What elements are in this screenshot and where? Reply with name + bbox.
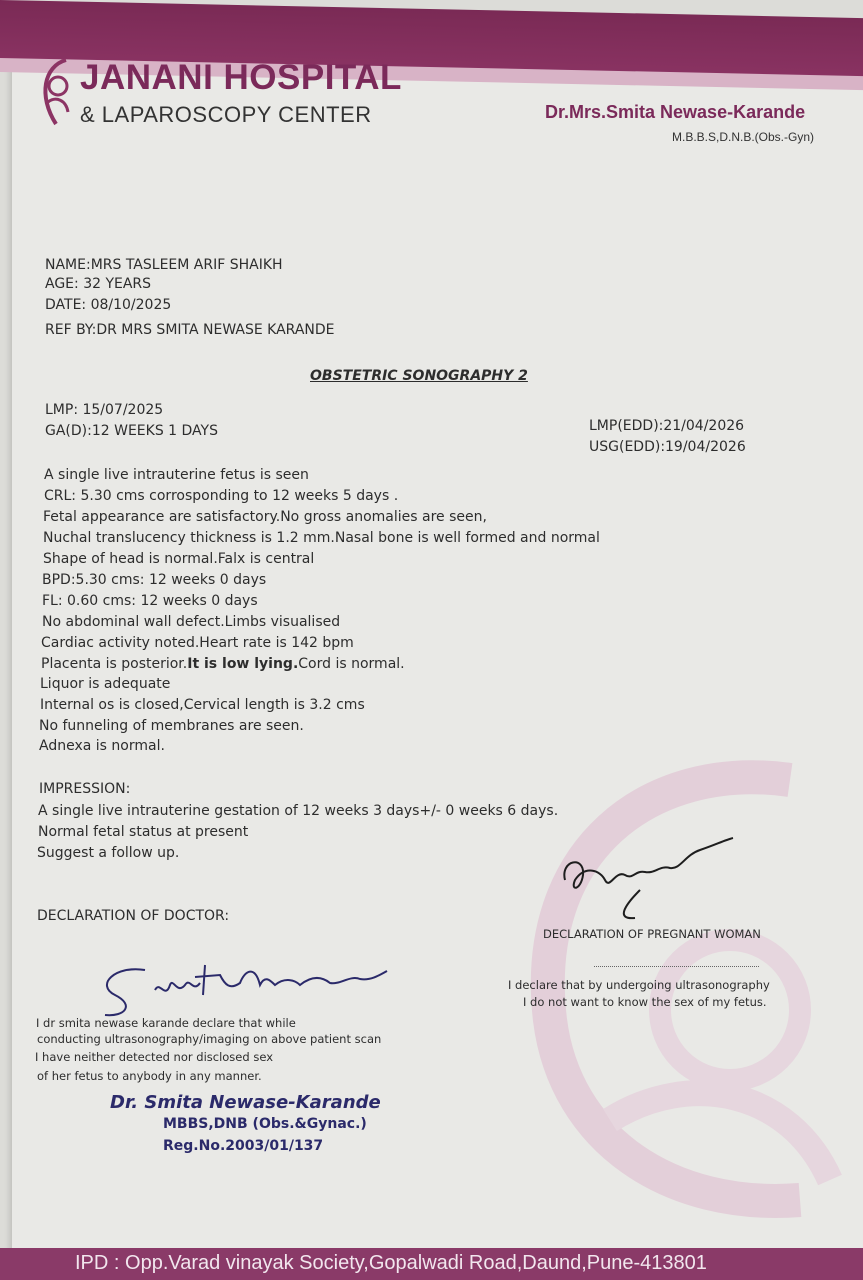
impression-line: Suggest a follow up. <box>37 845 180 861</box>
impression-line: Normal fetal status at present <box>38 824 249 840</box>
finding-line: CRL: 5.30 cms corrosponding to 12 weeks 5 days . <box>44 488 399 504</box>
finding-line: A single live intrauterine fetus is seen <box>44 467 309 483</box>
declaration-doctor-line: I have neither detected nor disclosed sex <box>35 1050 273 1064</box>
patient-name: NAME:MRS TASLEEM ARIF SHAIKH <box>45 257 283 273</box>
finding-line: No abdominal wall defect.Limbs visualised <box>42 614 341 630</box>
finding-line: FL: 0.60 cms: 12 weeks 0 days <box>42 593 258 609</box>
doctor-name-header: Dr.Mrs.Smita Newase-Karande <box>545 102 806 122</box>
finding-line: Internal os is closed,Cervical length is 3.2 cms <box>40 697 365 713</box>
footer-address: IPD : Opp.Varad vinayak Society,Gopalwadi Road,Daund,Pune-413801 <box>75 1252 707 1274</box>
stamp-qualification: MBBS,DNB (Obs.&Gynac.) <box>163 1116 367 1132</box>
placenta-low-lying: It is low lying. <box>187 656 299 672</box>
patient-signature <box>555 830 745 925</box>
hospital-name: JANANI HOSPITAL <box>80 58 402 97</box>
placenta-line <box>41 656 405 672</box>
finding-line: Shape of head is normal.Falx is central <box>43 551 315 567</box>
finding-line: Adnexa is normal. <box>39 738 165 754</box>
declaration-woman-line: I do not want to know the sex of my fetus. <box>523 995 767 1009</box>
declaration-doctor-line: of her fetus to anybody in any manner. <box>37 1069 262 1083</box>
lmp: LMP: 15/07/2025 <box>45 402 164 418</box>
referred-by: REF BY:DR MRS SMITA NEWASE KARANDE <box>45 322 335 338</box>
report-title: OBSTETRIC SONOGRAPHY 2 <box>310 368 528 384</box>
lmp-edd: LMP(EDD):21/04/2026 <box>589 418 745 434</box>
declaration-woman-line: I declare that by undergoing ultrasonography <box>508 978 770 992</box>
usg-edd: USG(EDD):19/04/2026 <box>589 439 746 455</box>
declaration-woman-heading: DECLARATION OF PREGNANT WOMAN <box>543 927 761 941</box>
report-date: DATE: 08/10/2025 <box>45 297 172 313</box>
declaration-doctor-heading: DECLARATION OF DOCTOR: <box>37 908 230 924</box>
doctor-signature <box>95 955 395 1025</box>
gestational-age: GA(D):12 WEEKS 1 DAYS <box>45 423 218 439</box>
finding-line: No funneling of membranes are seen. <box>39 718 304 734</box>
impression-line: A single live intrauterine gestation of 12 weeks 3 days+/- 0 weeks 6 days. <box>38 803 559 819</box>
placenta-text: Placenta is posterior. <box>41 656 188 672</box>
cord-text: Cord is normal. <box>298 656 405 672</box>
finding-line: BPD:5.30 cms: 12 weeks 0 days <box>42 572 267 588</box>
declaration-doctor-line: I dr smita newase karande declare that while <box>36 1016 296 1030</box>
impression-heading: IMPRESSION: <box>39 781 131 797</box>
declaration-doctor-line: conducting ultrasonography/imaging on above patient scan <box>37 1032 382 1046</box>
finding-line: Fetal appearance are satisfactory.No gross anomalies are seen, <box>43 509 487 525</box>
signature-dotted-line <box>594 966 759 967</box>
patient-age: AGE: 32 YEARS <box>45 276 152 292</box>
stamp-doctor-name: Dr. Smita Newase-Karande <box>110 1092 381 1113</box>
finding-line: Nuchal translucency thickness is 1.2 mm.Nasal bone is well formed and normal <box>43 530 600 546</box>
finding-line: Cardiac activity noted.Heart rate is 142 bpm <box>41 635 354 651</box>
stamp-registration: Reg.No.2003/01/137 <box>163 1138 324 1154</box>
doctor-qualification-header: M.B.B.S,D.N.B.(Obs.-Gyn) <box>672 130 815 144</box>
hospital-subtitle: & LAPAROSCOPY CENTER <box>80 102 372 127</box>
hospital-logo-icon <box>36 56 78 128</box>
finding-line: Liquor is adequate <box>40 676 171 692</box>
